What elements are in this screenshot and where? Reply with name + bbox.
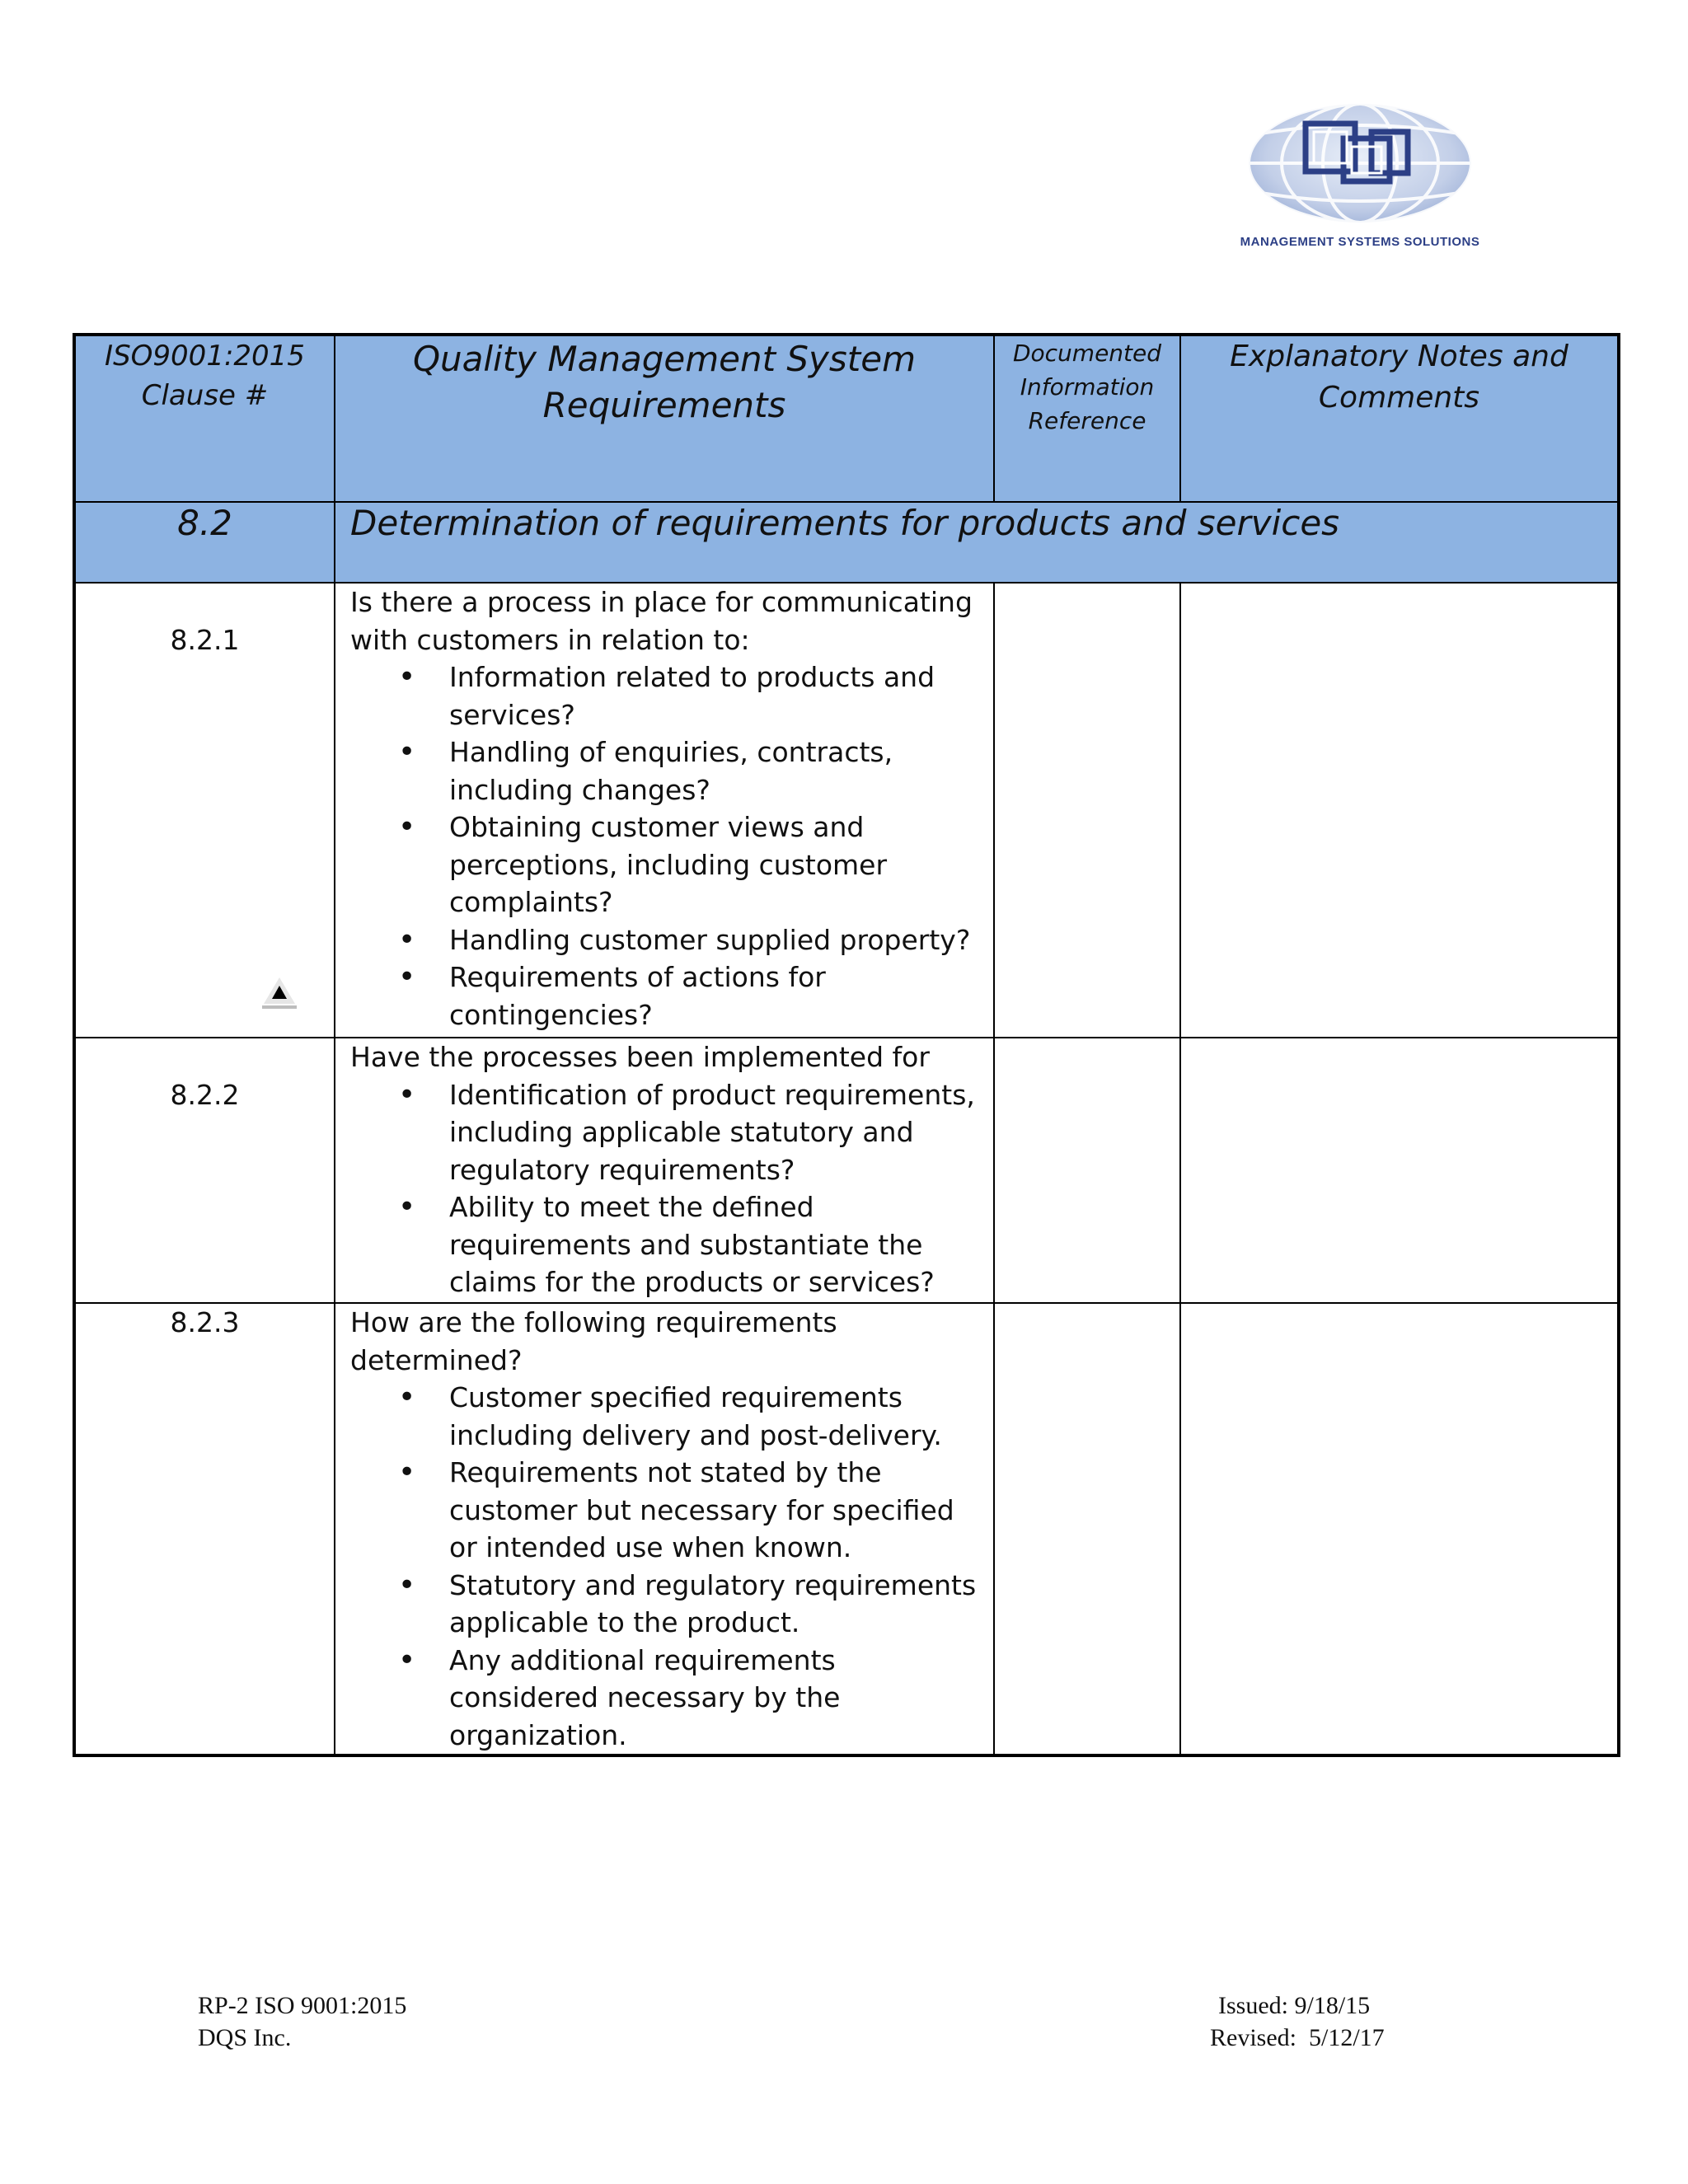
list-item: • Handling of enquiries, contracts, including changes? (350, 733, 985, 808)
requirement-text (335, 583, 994, 1038)
header-requirements (335, 335, 994, 502)
header-clause-line-2: Clause # (141, 379, 269, 412)
clause-number-text: 8.2.1 (170, 624, 240, 656)
table-row (74, 583, 1619, 1038)
header-notes (1180, 335, 1619, 502)
table-row (74, 1303, 1619, 1755)
list-item: • Handling customer supplied property? (350, 921, 985, 959)
requirements-sheet (73, 333, 1617, 1757)
requirement-text (335, 1303, 994, 1755)
footer-revised: Revised: 5/12/17 (1210, 2024, 1385, 2051)
notes-cell[interactable] (1180, 583, 1619, 1038)
list-item: • Identification of product requirements, including applicable statutory and regulatory requirements? (350, 1076, 985, 1189)
requirement-intro: Have the processes been implemented for (350, 1041, 930, 1073)
clause-number (74, 583, 335, 1038)
table-row (74, 1038, 1619, 1303)
header-clause (74, 335, 335, 502)
list-item: • Ability to meet the defined requirements and substantiate the claims for the products or services? (350, 1188, 985, 1301)
header-clause-line-1: ISO9001:2015 (105, 340, 305, 373)
requirements-table (73, 333, 1620, 1757)
list-item: • Requirements of actions for contingencies? (350, 958, 985, 1033)
clause-number (74, 1038, 335, 1303)
section-title: Determination of requirements for products and services (335, 502, 1619, 583)
requirement-text (335, 1038, 994, 1303)
documented-reference-cell[interactable] (994, 1303, 1180, 1755)
requirement-bullets (350, 1076, 985, 1301)
header-requirements-line-1: Quality Management System (412, 339, 917, 379)
header-notes-line-1: Explanatory Notes and (1230, 340, 1568, 373)
section-row (74, 502, 1619, 583)
documented-reference-cell[interactable] (994, 583, 1180, 1038)
dqs-globe-logo-icon (1220, 99, 1500, 231)
header-requirements-line-2: Requirements (542, 385, 786, 425)
documented-reference-cell[interactable] (994, 1038, 1180, 1303)
table-header-row (74, 335, 1619, 502)
scroll-to-top-triangle-icon[interactable] (260, 972, 298, 1010)
header-documented-line-2: Information (1020, 373, 1155, 401)
list-item: • Customer specified requirements including delivery and post-delivery. (350, 1379, 985, 1454)
requirement-bullets (350, 658, 985, 1033)
requirement-intro: How are the following requirements determined? (350, 1306, 837, 1376)
footer-document-id: RP-2 ISO 9001:2015 (198, 1992, 407, 2019)
requirement-intro: Is there a process in place for communicating with customers in relation to: (350, 586, 973, 656)
notes-cell[interactable] (1180, 1038, 1619, 1303)
footer-left (198, 1990, 406, 2054)
logo-caption: MANAGEMENT SYSTEMS SOLUTIONS (1240, 235, 1480, 249)
list-item: • Requirements not stated by the customer but necessary for specified or intended use when known. (350, 1454, 985, 1567)
footer-company: DQS Inc. (198, 2024, 292, 2051)
list-item: • Statutory and regulatory requirements applicable to the product. (350, 1567, 985, 1642)
clause-number-text: 8.2.3 (170, 1306, 240, 1338)
header-documented-line-1: Documented (1012, 340, 1162, 367)
list-item: • Any additional requirements considered necessary by the organization. (350, 1642, 985, 1755)
section-number: 8.2 (74, 502, 335, 583)
footer-right (1210, 1990, 1385, 2054)
footer-issued: Issued: 9/18/15 (1218, 1992, 1371, 2019)
dqs-logo (1220, 99, 1500, 264)
header-documented-line-3: Reference (1028, 407, 1146, 434)
requirement-bullets (350, 1379, 985, 1754)
header-documented (994, 335, 1180, 502)
notes-cell[interactable] (1180, 1303, 1619, 1755)
clause-number (74, 1303, 335, 1755)
header-notes-line-2: Comments (1318, 381, 1480, 415)
clause-number-text: 8.2.2 (170, 1079, 240, 1111)
list-item: • Information related to products and services? (350, 658, 985, 733)
list-item: • Obtaining customer views and perceptions, including customer complaints? (350, 808, 985, 921)
